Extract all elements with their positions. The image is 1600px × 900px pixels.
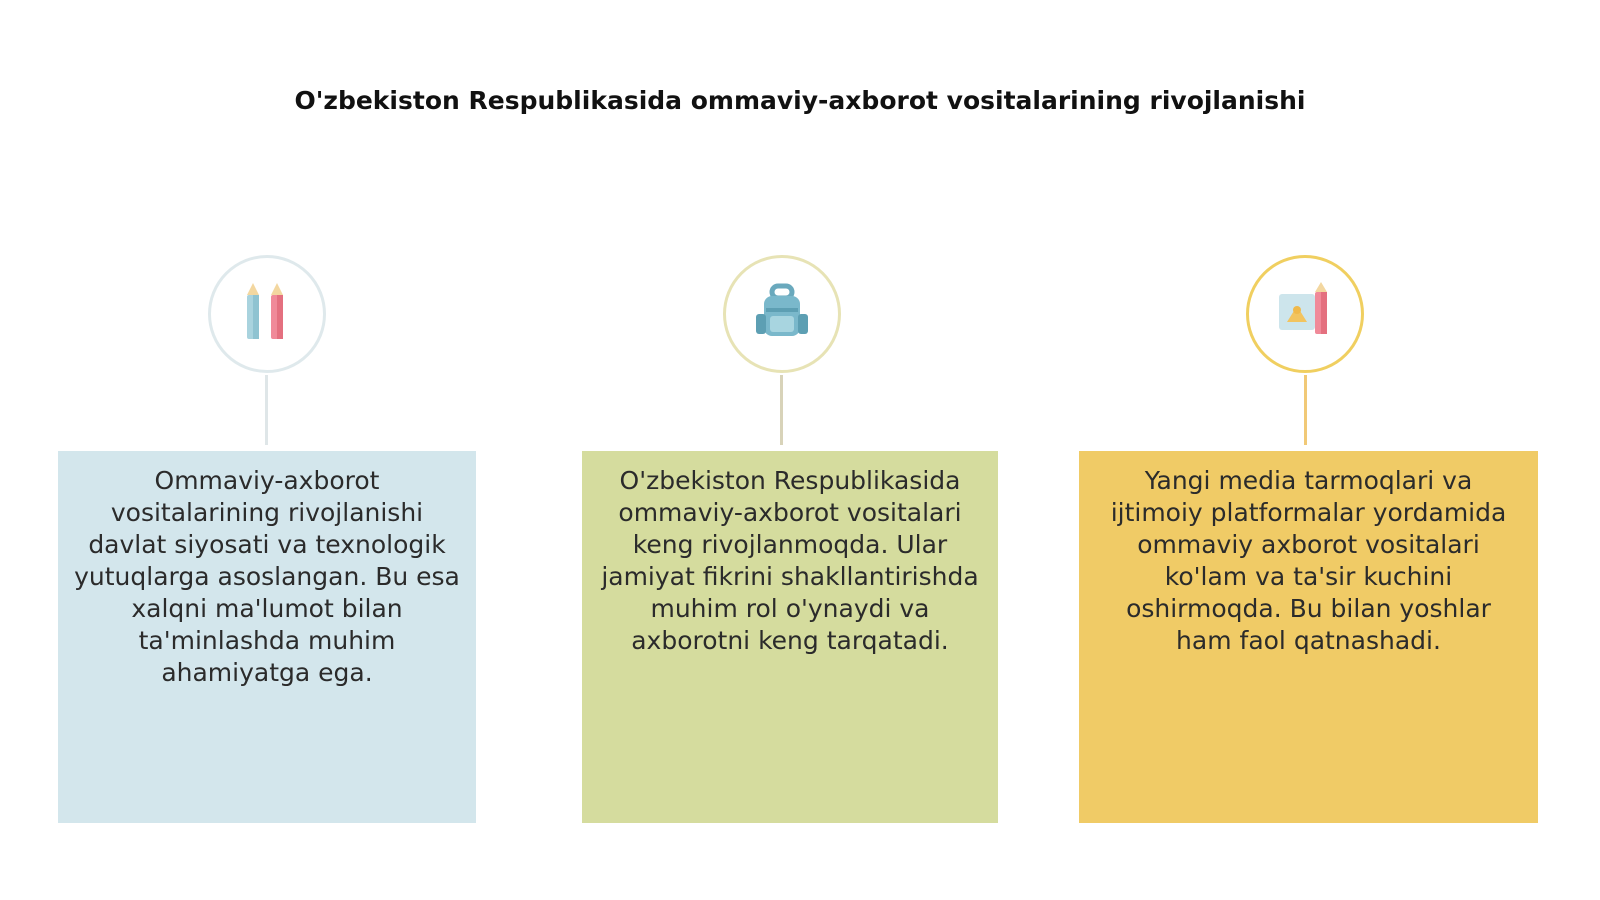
icon-circle-2 bbox=[723, 255, 841, 373]
page-title: O'zbekiston Respublikasida ommaviy-axborot vositalarining rivojlanishi bbox=[294, 86, 1306, 115]
connector-line-1 bbox=[265, 375, 268, 445]
info-card-2: O'zbekiston Respublikasida ommaviy-axborot vositalari keng rivojlanmoqda. Ular jamiyat fikrini shakllantirishda muhim rol o'ynaydi va axborotni keng tarqatadi. bbox=[582, 451, 998, 823]
icon-circle-3 bbox=[1246, 255, 1364, 373]
info-card-1: Ommaviy-axborot vositalarining rivojlanishi davlat siyosati va texnologik yutuqlarga asoslangan. Bu esa xalqni ma'lumot bilan ta'minlashda muhim ahamiyatga ega. bbox=[58, 451, 476, 823]
drawing-board-icon bbox=[1275, 282, 1335, 346]
connector-line-3 bbox=[1304, 375, 1307, 445]
connector-line-2 bbox=[780, 375, 783, 445]
icon-circle-1 bbox=[208, 255, 326, 373]
pencils-icon bbox=[240, 281, 294, 347]
info-card-3: Yangi media tarmoqlari va ijtimoiy platformalar yordamida ommaviy axborot vositalari ko'lam va ta'sir kuchini oshirmoqda. Bu bilan yoshlar ham faol qatnashadi. bbox=[1079, 451, 1538, 823]
backpack-icon bbox=[752, 282, 812, 346]
